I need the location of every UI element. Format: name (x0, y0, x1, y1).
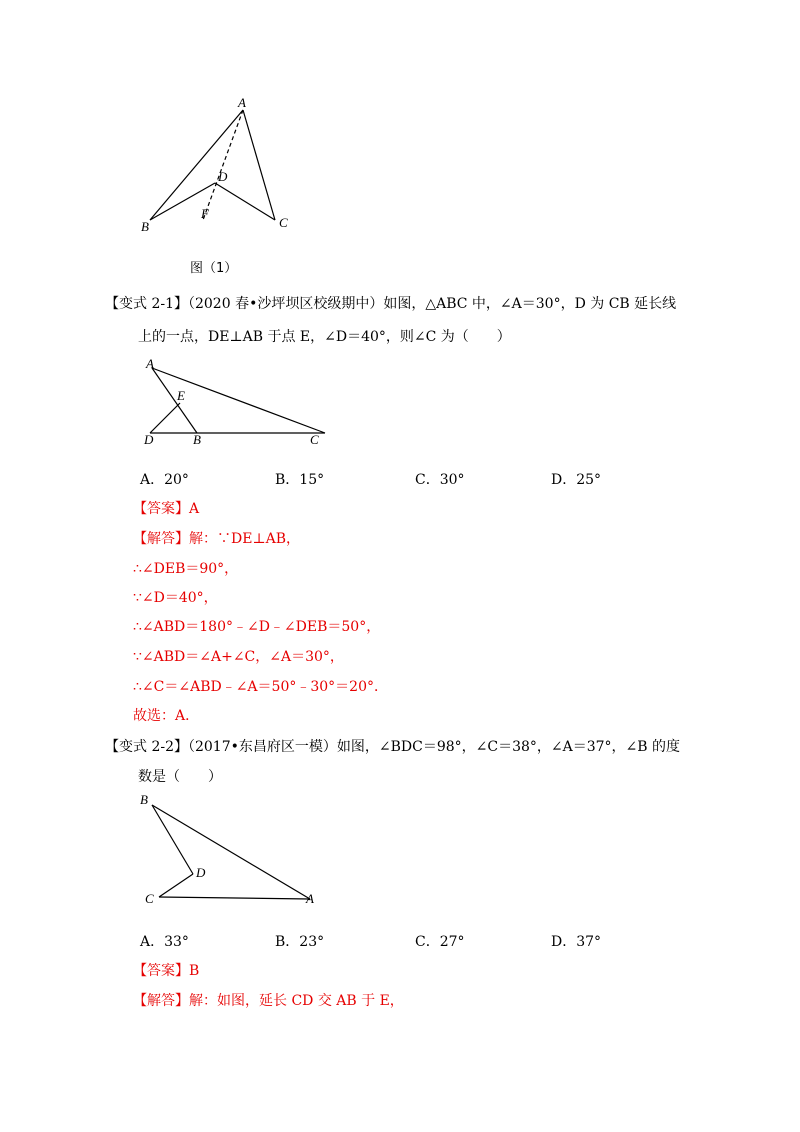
q2-label-b: B (140, 792, 148, 807)
q2-option-a: A．33° (140, 934, 189, 950)
q1-label-b: B (193, 432, 201, 447)
q1-label-a: A (146, 356, 154, 371)
fig1-label-f: F (201, 206, 209, 221)
q1-option-b: B．15° (275, 472, 325, 488)
q2-answer: 【答案】B (133, 963, 200, 979)
fig1-label-a: A (238, 95, 246, 110)
q2-statement-line2: 数是（ ） (138, 769, 222, 785)
q2-label-c: C (145, 891, 154, 906)
q2-statement-line1: 【变式 2-2】（2017•东昌府区一模）如图，∠BDC＝98°，∠C＝38°，∠A＝37°，∠B 的度 (105, 739, 681, 755)
q2-diagram (135, 790, 325, 910)
q1-statement-line2: 上的一点，DE⊥AB 于点 E，∠D＝40°，则∠C 为（ ） (138, 329, 511, 345)
q1-solution-line5: ∵∠ABD＝∠A+∠C，∠A＝30°， (133, 649, 344, 665)
q1-option-d: D．25° (551, 472, 602, 488)
q1-solution-line1: 【解答】解：∵DE⊥AB， (133, 531, 301, 547)
q2-label-a: A (306, 891, 314, 906)
q1-solution-line7: 故选：A． (133, 708, 200, 724)
figure-1-diagram (135, 95, 305, 240)
q1-solution-line6: ∴∠C＝∠ABD﹣∠A＝50°﹣30°＝20°． (133, 679, 388, 695)
q2-option-d: D．37° (551, 934, 602, 950)
q1-solution-line3: ∵∠D＝40°， (133, 590, 218, 606)
fig1-label-c: C (279, 215, 288, 230)
q1-option-a: A．20° (140, 472, 189, 488)
q1-solution-line4: ∴∠ABD＝180°﹣∠D﹣∠DEB＝50°， (133, 619, 381, 635)
q1-diagram (140, 356, 335, 448)
q1-statement-line1: 【变式 2-1】（2020 春•沙坪坝区校级期中）如图，△ABC 中，∠A＝30°，D 为 CB 延长线 (105, 296, 677, 312)
q1-answer: 【答案】A (133, 501, 200, 517)
fig1-label-b: B (141, 219, 149, 234)
figure-1-caption: 图（1） (190, 261, 238, 276)
q1-solution-line2: ∴∠DEB＝90°， (133, 561, 239, 577)
q1-label-c: C (310, 432, 319, 447)
q2-option-c: C．27° (415, 934, 465, 950)
q2-label-d: D (196, 865, 206, 880)
q1-label-e: E (177, 388, 185, 403)
fig1-label-d: D (218, 169, 228, 184)
q2-solution-line1: 【解答】解：如图，延长 CD 交 AB 于 E， (133, 993, 404, 1009)
q1-option-c: C．30° (415, 472, 465, 488)
q1-label-d: D (144, 432, 154, 447)
q2-option-b: B．23° (275, 934, 325, 950)
